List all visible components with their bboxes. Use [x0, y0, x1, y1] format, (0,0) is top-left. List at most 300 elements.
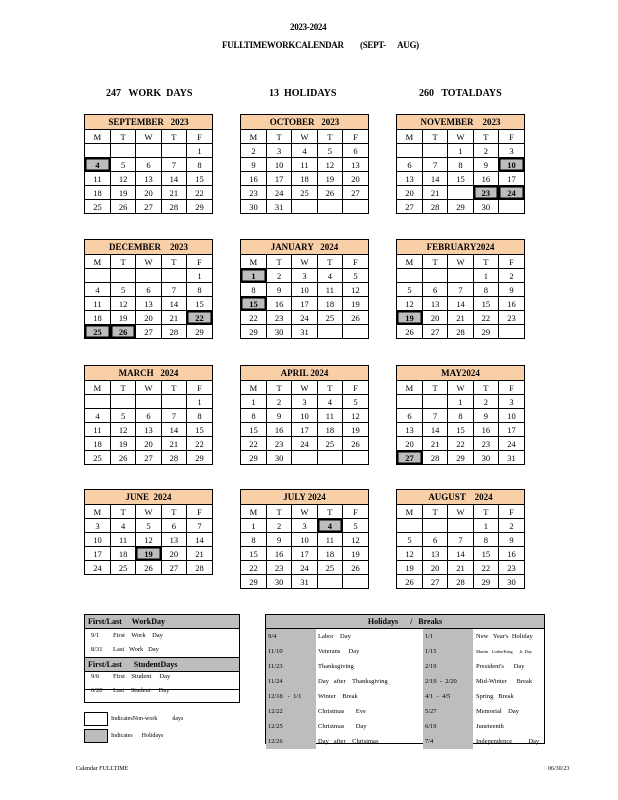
day-cell: 5: [343, 269, 368, 283]
weekday-header: M: [241, 255, 266, 269]
day-cell: 2: [473, 144, 498, 158]
weekday-header: F: [343, 255, 368, 269]
day-cell: 14: [422, 423, 447, 437]
weekday-header: M: [85, 255, 110, 269]
day-cell: [397, 144, 422, 158]
day-cell: 22: [187, 437, 212, 451]
day-cell: 10: [292, 533, 317, 547]
day-cell: 18: [85, 311, 110, 325]
holiday-date: 11/23: [268, 663, 283, 670]
weekday-header: T: [266, 255, 291, 269]
day-cell: 30: [266, 325, 291, 339]
day-cell: [422, 519, 447, 533]
holiday-legend-swatch: [84, 729, 108, 743]
day-cell: 25: [110, 561, 135, 575]
weekday-header: F: [343, 505, 368, 519]
day-cell: 16: [266, 297, 291, 311]
month-table: [241, 255, 368, 338]
month-table: [85, 381, 212, 464]
day-cell: 10: [499, 158, 524, 172]
day-cell: 23: [499, 561, 524, 575]
day-cell: 4: [317, 395, 342, 409]
day-cell: 1: [448, 395, 473, 409]
holiday-date: 6/19: [425, 723, 437, 730]
weekday-header: F: [499, 381, 524, 395]
last-work-day-row: [85, 643, 239, 657]
day-cell: [85, 269, 110, 283]
weekday-header: T: [473, 130, 498, 144]
day-cell: 29: [241, 451, 266, 465]
day-cell: 5: [110, 409, 135, 423]
day-cell: 12: [317, 158, 342, 172]
day-cell: 23: [266, 561, 291, 575]
day-cell: 30: [473, 451, 498, 465]
day-cell: 21: [161, 186, 186, 200]
day-cell: 25: [317, 561, 342, 575]
month-title: OCTOBER 2023: [241, 115, 368, 130]
day-cell: 15: [187, 297, 212, 311]
day-cell: 16: [241, 172, 266, 186]
month-calendar: [396, 114, 525, 214]
student-days-header: First/Last StudentDays: [85, 657, 239, 672]
weekday-header: M: [241, 505, 266, 519]
day-cell: 1: [473, 269, 498, 283]
day-cell: [110, 395, 135, 409]
day-cell: 10: [266, 158, 291, 172]
day-cell: 30: [241, 200, 266, 214]
day-cell: 13: [422, 297, 447, 311]
day-cell: 9: [499, 283, 524, 297]
day-cell: 4: [110, 519, 135, 533]
weekday-header: T: [266, 381, 291, 395]
holiday-date: 5/27: [425, 708, 437, 715]
day-cell: 2: [266, 395, 291, 409]
holiday-name: Labor Day: [318, 633, 351, 640]
holiday-row: [266, 734, 544, 749]
weekday-header: W: [292, 255, 317, 269]
holiday-name: Veterans Day: [318, 648, 360, 655]
day-cell: 16: [473, 172, 498, 186]
day-cell: 22: [473, 561, 498, 575]
day-cell: [110, 144, 135, 158]
day-cell: 2: [241, 144, 266, 158]
day-cell: 21: [448, 311, 473, 325]
holiday-name: Memorial Day: [476, 708, 519, 715]
weekday-header: F: [499, 505, 524, 519]
day-cell: 1: [187, 144, 212, 158]
month-title: SEPTEMBER 2023: [85, 115, 212, 130]
day-cell: 7: [448, 533, 473, 547]
day-cell: 19: [136, 547, 161, 561]
first-work-day-row: [85, 629, 239, 643]
weekday-header: T: [161, 381, 186, 395]
day-cell: 26: [136, 561, 161, 575]
day-cell: 7: [161, 409, 186, 423]
day-cell: 11: [317, 409, 342, 423]
day-cell: 13: [397, 423, 422, 437]
day-cell: 29: [473, 325, 498, 339]
day-cell: 26: [343, 561, 368, 575]
day-cell: 16: [266, 423, 291, 437]
day-cell: 14: [161, 297, 186, 311]
weekday-header: T: [110, 130, 135, 144]
day-cell: 17: [499, 172, 524, 186]
holiday-date: 11/24: [268, 678, 283, 685]
day-cell: 19: [343, 423, 368, 437]
day-cell: 4: [85, 283, 110, 297]
holiday-name: Christmas Eve: [318, 708, 366, 715]
day-cell: 20: [397, 186, 422, 200]
day-cell: 15: [448, 172, 473, 186]
day-cell: 29: [448, 200, 473, 214]
day-cell: 9: [266, 283, 291, 297]
weekday-header: T: [161, 130, 186, 144]
day-cell: [499, 325, 524, 339]
holiday-name: Juneteenth: [476, 723, 504, 730]
month-title: MAY2024: [397, 366, 524, 381]
day-cell: 22: [241, 437, 266, 451]
day-cell: 8: [241, 409, 266, 423]
day-cell: 8: [187, 283, 212, 297]
weekday-header: F: [187, 381, 212, 395]
month-calendar: [240, 239, 369, 339]
month-calendar: [84, 114, 213, 214]
day-cell: 5: [343, 519, 368, 533]
day-cell: 17: [292, 423, 317, 437]
day-cell: 5: [397, 283, 422, 297]
day-cell: 16: [499, 547, 524, 561]
day-cell: 23: [473, 186, 498, 200]
weekday-header: T: [110, 255, 135, 269]
weekday-header: W: [292, 130, 317, 144]
day-cell: 2: [266, 519, 291, 533]
weekday-header: M: [397, 381, 422, 395]
day-cell: [110, 269, 135, 283]
weekday-header: T: [266, 505, 291, 519]
weekday-header: T: [422, 505, 447, 519]
work-days-count: 247 WORK DAYS: [106, 88, 193, 99]
weekday-header: W: [448, 505, 473, 519]
month-title: MARCH 2024: [85, 366, 212, 381]
month-table: [397, 381, 524, 464]
day-cell: 4: [317, 269, 342, 283]
month-calendar: [240, 114, 369, 214]
day-cell: 9: [266, 409, 291, 423]
month-calendar: [84, 239, 213, 339]
calendar-title: FULLTIMEWORKCALENDAR: [222, 40, 344, 50]
weekday-header: T: [317, 130, 342, 144]
day-cell: 7: [161, 158, 186, 172]
weekday-header: F: [499, 255, 524, 269]
month-table: [85, 505, 212, 574]
day-cell: 12: [136, 533, 161, 547]
day-cell: 5: [397, 533, 422, 547]
day-cell: 2: [499, 269, 524, 283]
day-cell: 14: [422, 172, 447, 186]
day-cell: 14: [187, 533, 212, 547]
day-cell: 22: [241, 561, 266, 575]
day-cell: 8: [473, 283, 498, 297]
day-cell: 4: [85, 409, 110, 423]
weekday-header: F: [343, 381, 368, 395]
holiday-name: Christmas Day: [318, 723, 367, 730]
holiday-row: [266, 659, 544, 674]
footer-date: 06/30/23: [548, 766, 570, 772]
day-cell: 3: [292, 519, 317, 533]
day-cell: 20: [422, 561, 447, 575]
day-cell: 23: [266, 311, 291, 325]
weekday-header: F: [499, 130, 524, 144]
day-cell: 8: [448, 409, 473, 423]
day-cell: 25: [292, 186, 317, 200]
day-cell: 6: [422, 533, 447, 547]
day-cell: [161, 144, 186, 158]
calendar-year: 2023-2024: [290, 22, 327, 32]
day-cell: 16: [473, 423, 498, 437]
day-cell: 24: [85, 561, 110, 575]
weekday-header: T: [422, 381, 447, 395]
day-cell: 25: [317, 437, 342, 451]
day-cell: 8: [473, 533, 498, 547]
day-cell: 6: [397, 158, 422, 172]
day-cell: 8: [241, 283, 266, 297]
weekday-header: F: [187, 255, 212, 269]
day-cell: [448, 186, 473, 200]
weekday-header: T: [266, 130, 291, 144]
day-cell: 11: [85, 172, 110, 186]
day-cell: 19: [110, 311, 135, 325]
day-cell: 13: [397, 172, 422, 186]
day-cell: 6: [343, 144, 368, 158]
day-cell: 6: [161, 519, 186, 533]
day-cell: 7: [422, 158, 447, 172]
weekday-header: T: [110, 505, 135, 519]
day-cell: 19: [397, 311, 422, 325]
day-cell: 24: [292, 437, 317, 451]
day-cell: 22: [187, 186, 212, 200]
day-cell: 14: [161, 172, 186, 186]
day-cell: 20: [422, 311, 447, 325]
day-cell: 26: [317, 186, 342, 200]
holiday-name: Mid-Winter Break: [476, 678, 533, 685]
day-cell: 3: [292, 395, 317, 409]
month-table: [85, 130, 212, 213]
day-cell: 10: [292, 283, 317, 297]
day-cell: 15: [241, 547, 266, 561]
weekday-header: T: [161, 505, 186, 519]
day-cell: 12: [343, 283, 368, 297]
holiday-date: 1/1: [425, 633, 434, 640]
month-title: JANUARY 2024: [241, 240, 368, 255]
day-cell: 9: [473, 409, 498, 423]
day-cell: 31: [292, 325, 317, 339]
day-cell: 27: [397, 451, 422, 465]
day-cell: 26: [110, 200, 135, 214]
holiday-name: President's Day: [476, 663, 525, 670]
day-cell: 12: [110, 423, 135, 437]
day-cell: 20: [397, 437, 422, 451]
day-cell: 13: [136, 172, 161, 186]
day-cell: 15: [241, 423, 266, 437]
day-cell: 5: [110, 158, 135, 172]
day-cell: [422, 395, 447, 409]
day-cell: [343, 451, 368, 465]
day-cell: 9: [473, 158, 498, 172]
day-cell: 19: [110, 437, 135, 451]
day-cell: [161, 269, 186, 283]
day-cell: 13: [161, 533, 186, 547]
holiday-row: [266, 644, 544, 659]
first-student-day-label: First Student Day: [113, 673, 171, 680]
day-cell: 10: [292, 409, 317, 423]
day-cell: 1: [473, 519, 498, 533]
day-cell: 11: [85, 423, 110, 437]
day-cell: [397, 395, 422, 409]
day-cell: 19: [343, 547, 368, 561]
day-cell: 21: [161, 437, 186, 451]
day-cell: 18: [85, 186, 110, 200]
day-cell: 18: [110, 547, 135, 561]
day-cell: 1: [187, 269, 212, 283]
month-title: JULY 2024: [241, 490, 368, 505]
month-title: APRIL 2024: [241, 366, 368, 381]
day-cell: 27: [343, 186, 368, 200]
day-cell: 19: [343, 297, 368, 311]
day-cell: 12: [343, 533, 368, 547]
day-cell: 27: [422, 575, 447, 589]
day-cell: 16: [499, 297, 524, 311]
holiday-name: Spring Break: [476, 693, 514, 700]
day-cell: 7: [422, 409, 447, 423]
weekday-header: M: [397, 130, 422, 144]
day-cell: 20: [161, 547, 186, 561]
day-cell: 12: [110, 172, 135, 186]
holidays-breaks-list: [266, 629, 544, 749]
day-cell: 17: [499, 423, 524, 437]
day-cell: 20: [136, 311, 161, 325]
weekday-header: W: [292, 505, 317, 519]
month-title: NOVEMBER 2023: [397, 115, 524, 130]
month-table: [241, 505, 368, 588]
day-cell: 10: [499, 409, 524, 423]
day-cell: 22: [241, 311, 266, 325]
weekday-header: T: [317, 381, 342, 395]
holiday-date: 7/4: [425, 738, 434, 745]
weekday-header: M: [241, 130, 266, 144]
day-cell: 21: [187, 547, 212, 561]
day-cell: 13: [343, 158, 368, 172]
holiday-row: [266, 689, 544, 704]
day-cell: 30: [499, 575, 524, 589]
day-cell: 6: [136, 409, 161, 423]
day-cell: 3: [499, 395, 524, 409]
day-cell: [343, 200, 368, 214]
day-cell: 11: [110, 533, 135, 547]
nonwork-legend-swatch: [84, 712, 108, 726]
weekday-header: W: [136, 505, 161, 519]
day-cell: 28: [161, 200, 186, 214]
month-table: [241, 130, 368, 213]
holiday-row: [266, 674, 544, 689]
day-cell: 30: [266, 575, 291, 589]
weekday-header: M: [85, 381, 110, 395]
day-cell: 20: [343, 172, 368, 186]
day-cell: 11: [292, 158, 317, 172]
weekday-header: W: [448, 130, 473, 144]
day-cell: 3: [499, 144, 524, 158]
holiday-date: 12/18 - 1/1: [268, 693, 302, 700]
day-cell: 13: [136, 297, 161, 311]
day-cell: 18: [317, 547, 342, 561]
weekday-header: F: [187, 130, 212, 144]
day-cell: 29: [448, 451, 473, 465]
day-cell: 17: [85, 547, 110, 561]
day-cell: 19: [397, 561, 422, 575]
day-cell: [343, 325, 368, 339]
day-cell: 28: [422, 451, 447, 465]
holidays-count: 13 HOLIDAYS: [269, 88, 337, 99]
day-cell: 25: [317, 311, 342, 325]
day-cell: 8: [241, 533, 266, 547]
day-cell: 24: [292, 311, 317, 325]
day-cell: 7: [161, 283, 186, 297]
day-cell: 28: [448, 325, 473, 339]
day-cell: 24: [292, 561, 317, 575]
day-cell: 24: [499, 437, 524, 451]
holiday-date: 2/19: [425, 663, 437, 670]
day-cell: 29: [187, 451, 212, 465]
day-cell: 25: [85, 325, 110, 339]
day-cell: 5: [110, 283, 135, 297]
holiday-date: 9/4: [268, 633, 277, 640]
holiday-date: 4/1 - 4/5: [425, 693, 451, 700]
day-cell: [422, 269, 447, 283]
day-cell: 11: [85, 297, 110, 311]
day-cell: 15: [473, 297, 498, 311]
holiday-name: Day after Thanksgiving: [318, 678, 388, 685]
weekday-header: T: [473, 255, 498, 269]
weekday-header: T: [473, 505, 498, 519]
weekday-header: T: [161, 255, 186, 269]
day-cell: 2: [473, 395, 498, 409]
holiday-legend-label: Indicates Holidays: [111, 733, 164, 739]
day-cell: 11: [317, 283, 342, 297]
holiday-row: [266, 719, 544, 734]
first-work-day-label: First Work Day: [113, 632, 163, 639]
weekday-header: M: [397, 255, 422, 269]
month-calendar: [84, 365, 213, 465]
day-cell: 26: [397, 325, 422, 339]
day-cell: 3: [85, 519, 110, 533]
day-cell: 20: [136, 437, 161, 451]
holiday-name: Martin LutherKing Jr. Day: [476, 649, 533, 654]
day-cell: 21: [161, 311, 186, 325]
day-cell: 28: [422, 200, 447, 214]
day-cell: 21: [422, 186, 447, 200]
weekday-header: W: [448, 255, 473, 269]
holiday-name: Independence Day: [476, 738, 540, 745]
weekday-header: M: [85, 130, 110, 144]
day-cell: 8: [187, 158, 212, 172]
day-cell: 3: [266, 144, 291, 158]
day-cell: 13: [422, 547, 447, 561]
day-cell: [136, 395, 161, 409]
day-cell: [317, 451, 342, 465]
weekday-header: M: [85, 505, 110, 519]
day-cell: 30: [473, 200, 498, 214]
day-cell: 27: [422, 325, 447, 339]
day-cell: 29: [187, 325, 212, 339]
